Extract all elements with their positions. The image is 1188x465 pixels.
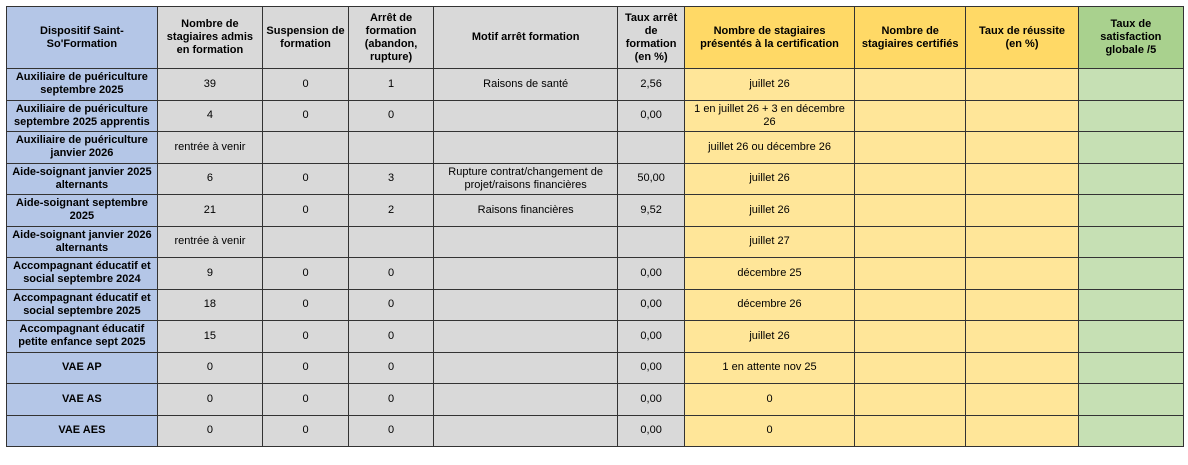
cell-taux-arret: 2,56: [618, 69, 685, 101]
cell-arret: 0: [349, 384, 434, 416]
cell-admis: 0: [157, 415, 262, 447]
cell-satisfaction: [1078, 352, 1183, 384]
table-row: [7, 132, 1184, 164]
cell-reussite: [966, 321, 1078, 353]
header-dispositif: Dispositif Saint-So'Formation: [7, 7, 158, 69]
cell-motif: [434, 258, 618, 290]
cell-taux-arret: 0,00: [618, 415, 685, 447]
cell-satisfaction: [1078, 100, 1183, 132]
cell-suspension: 0: [263, 415, 349, 447]
cell-certifies: [855, 226, 966, 258]
cell-certifies: [855, 352, 966, 384]
cell-arret: [349, 226, 434, 258]
cell-dispositif: Auxiliaire de puériculture septembre 2025: [7, 69, 158, 101]
cell-motif: [434, 352, 618, 384]
header-row: [7, 7, 1184, 69]
cell-taux-arret: 0,00: [618, 321, 685, 353]
header-motif: Motif arrêt formation: [434, 7, 618, 69]
cell-arret: 0: [349, 100, 434, 132]
cell-motif: [434, 289, 618, 321]
cell-admis: rentrée à venir: [157, 226, 262, 258]
cell-reussite: [966, 100, 1078, 132]
cell-admis: rentrée à venir: [157, 132, 262, 164]
cell-suspension: 0: [263, 100, 349, 132]
cell-taux-arret: [618, 132, 685, 164]
cell-reussite: [966, 226, 1078, 258]
cell-suspension: 0: [263, 289, 349, 321]
cell-motif: [434, 226, 618, 258]
cell-satisfaction: [1078, 384, 1183, 416]
cell-motif: Raisons de santé: [434, 69, 618, 101]
header-arret: Arrêt de formation (abandon, rupture): [349, 7, 434, 69]
cell-arret: 2: [349, 195, 434, 227]
cell-presentes: juillet 26: [685, 195, 855, 227]
header-certifies: Nombre de stagiaires certifiés: [855, 7, 966, 69]
cell-satisfaction: [1078, 415, 1183, 447]
cell-arret: 0: [349, 258, 434, 290]
cell-arret: 0: [349, 289, 434, 321]
cell-dispositif: Aide-soignant janvier 2026 alternants: [7, 226, 158, 258]
table-row: [7, 163, 1184, 195]
cell-admis: 0: [157, 384, 262, 416]
cell-taux-arret: 50,00: [618, 163, 685, 195]
cell-reussite: [966, 352, 1078, 384]
cell-admis: 0: [157, 352, 262, 384]
cell-satisfaction: [1078, 163, 1183, 195]
cell-motif: [434, 132, 618, 164]
cell-taux-arret: 9,52: [618, 195, 685, 227]
table-row: [7, 195, 1184, 227]
cell-reussite: [966, 195, 1078, 227]
table-row: [7, 69, 1184, 101]
table-row: [7, 258, 1184, 290]
cell-dispositif: Accompagnant éducatif et social septembre 2025: [7, 289, 158, 321]
table-row: [7, 384, 1184, 416]
cell-satisfaction: [1078, 69, 1183, 101]
cell-certifies: [855, 384, 966, 416]
cell-admis: 9: [157, 258, 262, 290]
cell-suspension: 0: [263, 384, 349, 416]
cell-suspension: 0: [263, 321, 349, 353]
cell-reussite: [966, 384, 1078, 416]
cell-dispositif: VAE AP: [7, 352, 158, 384]
cell-certifies: [855, 195, 966, 227]
cell-motif: Raisons financières: [434, 195, 618, 227]
cell-taux-arret: 0,00: [618, 100, 685, 132]
header-presentes: Nombre de stagiaires présentés à la certification: [685, 7, 855, 69]
cell-presentes: juillet 27: [685, 226, 855, 258]
cell-presentes: décembre 25: [685, 258, 855, 290]
cell-taux-arret: 0,00: [618, 352, 685, 384]
cell-reussite: [966, 163, 1078, 195]
cell-arret: 1: [349, 69, 434, 101]
cell-reussite: [966, 415, 1078, 447]
cell-arret: 0: [349, 321, 434, 353]
table-row: [7, 415, 1184, 447]
cell-certifies: [855, 258, 966, 290]
cell-certifies: [855, 163, 966, 195]
cell-arret: 3: [349, 163, 434, 195]
cell-satisfaction: [1078, 321, 1183, 353]
header-taux-arret: Taux arrêt de formation (en %): [618, 7, 685, 69]
cell-admis: 18: [157, 289, 262, 321]
table-row: [7, 321, 1184, 353]
cell-presentes: juillet 26 ou décembre 26: [685, 132, 855, 164]
cell-dispositif: Auxiliaire de puériculture septembre 2025 apprentis: [7, 100, 158, 132]
cell-motif: [434, 384, 618, 416]
cell-presentes: juillet 26: [685, 69, 855, 101]
table-row: [7, 226, 1184, 258]
header-satisfaction: Taux de satisfaction globale /5: [1078, 7, 1183, 69]
cell-suspension: [263, 132, 349, 164]
cell-presentes: juillet 26: [685, 321, 855, 353]
cell-dispositif: Aide-soignant janvier 2025 alternants: [7, 163, 158, 195]
cell-admis: 21: [157, 195, 262, 227]
cell-admis: 6: [157, 163, 262, 195]
cell-satisfaction: [1078, 289, 1183, 321]
formation-table: [6, 6, 1184, 447]
cell-dispositif: Aide-soignant septembre 2025: [7, 195, 158, 227]
cell-presentes: 1 en attente nov 25: [685, 352, 855, 384]
cell-taux-arret: 0,00: [618, 384, 685, 416]
cell-reussite: [966, 289, 1078, 321]
cell-reussite: [966, 132, 1078, 164]
cell-presentes: 0: [685, 384, 855, 416]
cell-dispositif: VAE AES: [7, 415, 158, 447]
cell-taux-arret: 0,00: [618, 258, 685, 290]
cell-motif: [434, 321, 618, 353]
cell-admis: 39: [157, 69, 262, 101]
table-body: [7, 69, 1184, 447]
cell-satisfaction: [1078, 195, 1183, 227]
cell-suspension: 0: [263, 258, 349, 290]
cell-presentes: 0: [685, 415, 855, 447]
cell-arret: [349, 132, 434, 164]
table-row: [7, 100, 1184, 132]
header-reussite: Taux de réussite (en %): [966, 7, 1078, 69]
table-row: [7, 289, 1184, 321]
cell-certifies: [855, 415, 966, 447]
cell-suspension: [263, 226, 349, 258]
cell-arret: 0: [349, 352, 434, 384]
cell-admis: 4: [157, 100, 262, 132]
cell-certifies: [855, 69, 966, 101]
cell-satisfaction: [1078, 132, 1183, 164]
cell-presentes: juillet 26: [685, 163, 855, 195]
cell-admis: 15: [157, 321, 262, 353]
cell-dispositif: Accompagnant éducatif petite enfance sept 2025: [7, 321, 158, 353]
cell-presentes: 1 en juillet 26 + 3 en décembre 26: [685, 100, 855, 132]
table-row: [7, 352, 1184, 384]
cell-certifies: [855, 100, 966, 132]
header-suspension: Suspension de formation: [263, 7, 349, 69]
cell-suspension: 0: [263, 352, 349, 384]
header-admis: Nombre de stagiaires admis en formation: [157, 7, 262, 69]
cell-certifies: [855, 321, 966, 353]
cell-motif: Rupture contrat/changement de projet/raisons financières: [434, 163, 618, 195]
cell-motif: [434, 415, 618, 447]
cell-dispositif: Accompagnant éducatif et social septembre 2024: [7, 258, 158, 290]
cell-taux-arret: 0,00: [618, 289, 685, 321]
cell-dispositif: VAE AS: [7, 384, 158, 416]
cell-satisfaction: [1078, 226, 1183, 258]
cell-presentes: décembre 26: [685, 289, 855, 321]
cell-motif: [434, 100, 618, 132]
cell-suspension: 0: [263, 195, 349, 227]
cell-reussite: [966, 258, 1078, 290]
cell-certifies: [855, 289, 966, 321]
cell-suspension: 0: [263, 69, 349, 101]
cell-reussite: [966, 69, 1078, 101]
cell-arret: 0: [349, 415, 434, 447]
cell-satisfaction: [1078, 258, 1183, 290]
cell-suspension: 0: [263, 163, 349, 195]
cell-certifies: [855, 132, 966, 164]
cell-dispositif: Auxiliaire de puériculture janvier 2026: [7, 132, 158, 164]
cell-taux-arret: [618, 226, 685, 258]
